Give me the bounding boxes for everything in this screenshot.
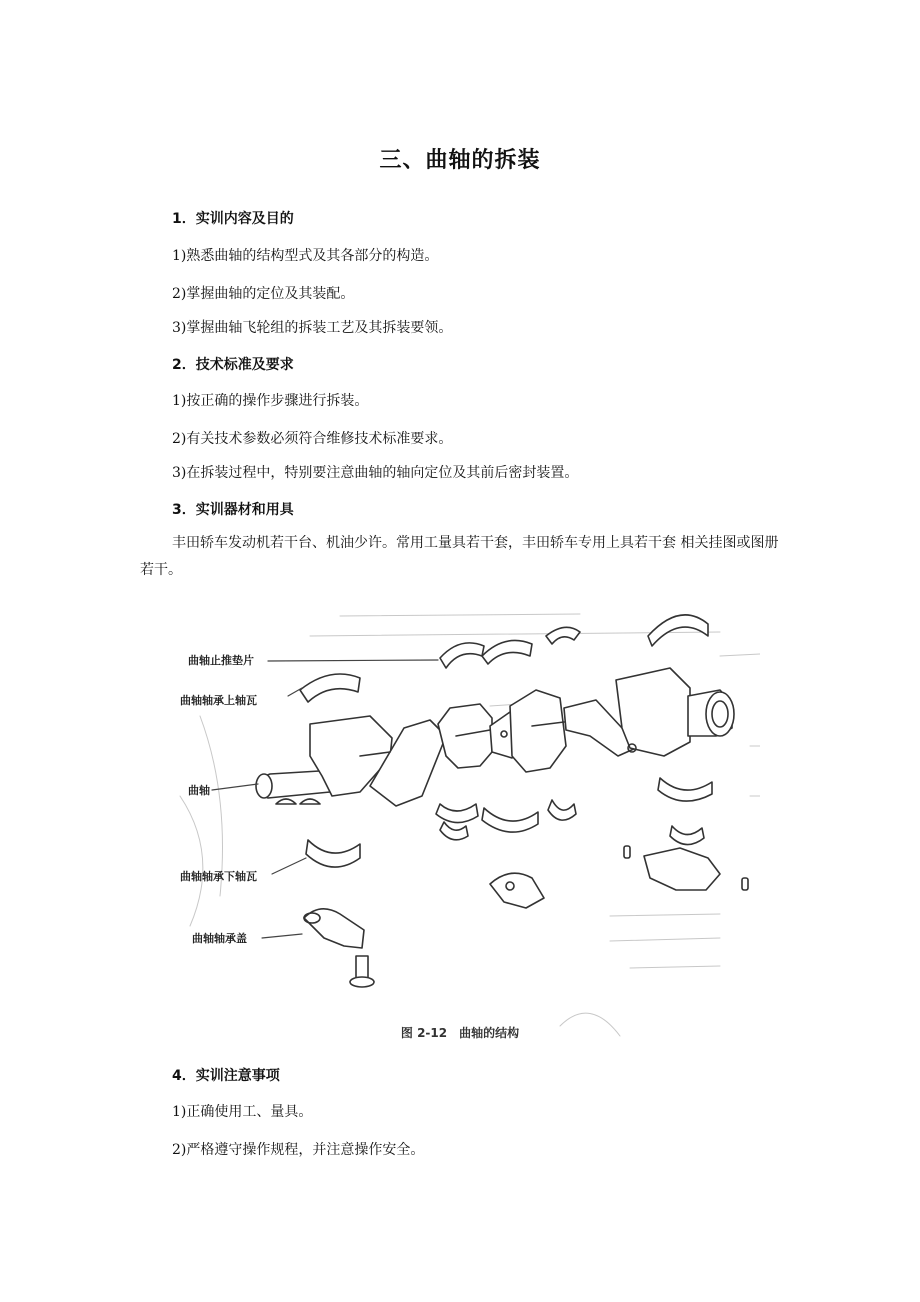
section-2-item-2: 2)有关技术参数必须符合维修技术标准要求。 xyxy=(172,431,453,447)
label-thrust-washer: 曲轴止推垫片 xyxy=(188,654,254,667)
page-title: 三、曲轴的拆装 xyxy=(379,148,541,173)
figure-caption: 图 2-12 曲轴的结构 xyxy=(400,1026,520,1040)
crankshaft-figure xyxy=(160,596,760,1048)
section-1-item-1: 1)熟悉曲轴的结构型式及其各部分的构造。 xyxy=(172,248,439,264)
section-1-item-3: 3)掌握曲轴飞轮组的拆装工艺及其拆装要领。 xyxy=(172,320,453,336)
label-crankshaft: 曲轴 xyxy=(188,784,210,797)
section-4-item-2: 2)严格遵守操作规程，并注意操作安全。 xyxy=(172,1142,425,1158)
section-3-paragraph: 丰田轿车发动机若干台、机油少许。常用工量具若干套，丰田轿车专用上具若干套 相关挂图或图册若干。 xyxy=(140,535,779,578)
section-1-heading: 1．实训内容及目的 xyxy=(172,211,294,227)
label-bearing-cap: 曲轴轴承盖 xyxy=(192,932,247,945)
section-3-heading: 3．实训器材和用具 xyxy=(172,502,294,518)
section-4-heading: 4．实训注意事项 xyxy=(172,1068,280,1084)
section-1-item-2: 2)掌握曲轴的定位及其装配。 xyxy=(172,286,355,302)
label-upper-bearing: 曲轴轴承上轴瓦 xyxy=(180,694,257,707)
section-4-item-1: 1)正确使用工、量具。 xyxy=(172,1104,313,1120)
section-2-heading: 2．技术标准及要求 xyxy=(172,357,294,373)
label-lower-bearing: 曲轴轴承下轴瓦 xyxy=(180,870,257,883)
section-2-item-1: 1)按正确的操作步骤进行拆装。 xyxy=(172,393,369,409)
section-2-item-3: 3)在拆装过程中，特别要注意曲轴的轴向定位及其前后密封装置。 xyxy=(172,465,579,481)
